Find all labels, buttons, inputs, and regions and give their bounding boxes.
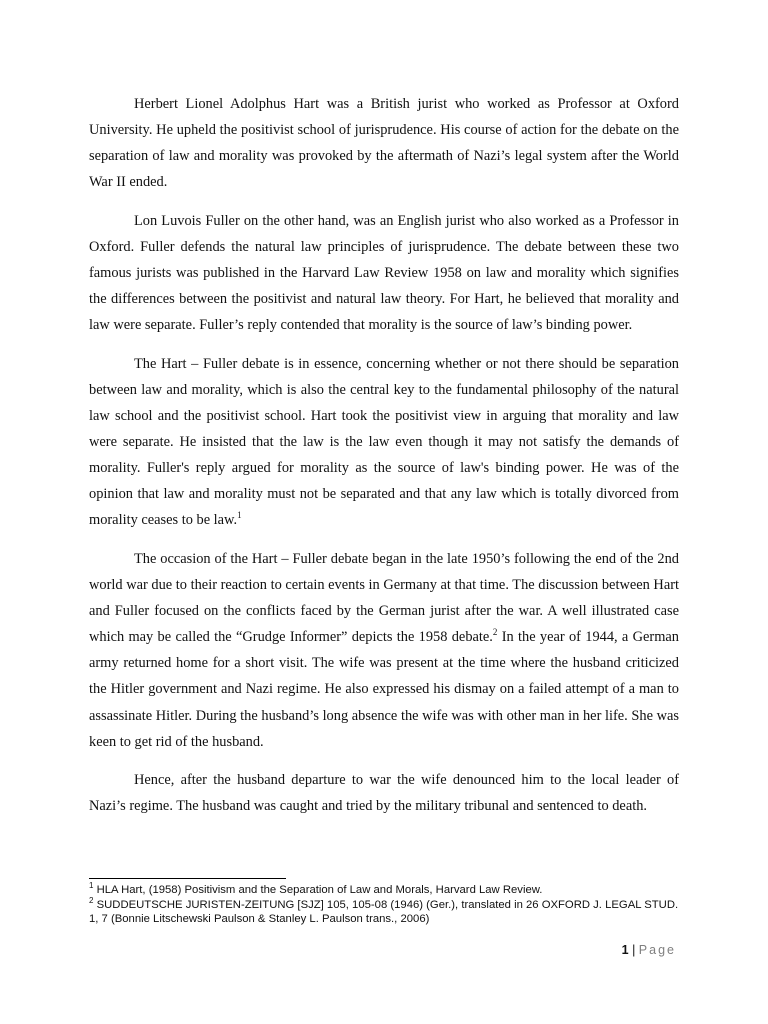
page-number — [622, 943, 676, 957]
paragraph-text: Lon Luvois Fuller on the other hand, was an English jurist who also worked as a Professor in Oxford. Fuller defends the natural law principles of jurisprudence. The debate between these two famous jurists was published in the Harvard Law Review 1958 on law and morality which signifies the differences between the positivist and natural law theory. For Hart, he believed that morality and law were separate. Fuller’s reply contended that morality is the source of law’s binding power. — [89, 212, 679, 334]
paragraph-text: Herbert Lionel Adolphus Hart was a British jurist who worked as Professor at Oxford University. He upheld the positivist school of jurisprudence. His course of action for the debate on the separation of law and morality was provoked by the aftermath of Nazi’s legal system after the World War II ended. — [89, 96, 679, 191]
paragraph-debate-essence — [89, 351, 679, 534]
footnote-text: HLA Hart, (1958) Positivism and the Separation of Law and Morals, Harvard Law Review. — [93, 884, 543, 896]
page-number-separator: | — [628, 943, 639, 957]
paragraph-text: The occasion of the Hart – Fuller debate began in the late 1950’s following the end of the 2nd world war due to their reaction to certain events in Germany at that time. The discussion between Hart and Fuller focused on the conflicts faced by the German jurist after the war. A well illustrated case which may be called the “Grudge Informer” depicts the 1958 debate. — [89, 551, 679, 646]
footnote-text: SUDDEUTSCHE JURISTEN-ZEITUNG [SJZ] 105, 105-08 (1946) (Ger.), translated in 26 OXFORD J. LEGAL STUD. 1, 7 (Bonnie Litschewski Paulson & Stanley L. Paulson trans., 2006) — [89, 898, 679, 925]
body-text — [89, 91, 679, 832]
footnote-reference[interactable]: 1 — [237, 510, 242, 521]
footnote-reference[interactable]: 2 — [492, 627, 498, 638]
page-number-value: 1 — [621, 943, 629, 957]
page-number-label: Page — [638, 943, 676, 957]
paragraph-denouncement — [89, 767, 679, 819]
footnotes — [89, 883, 679, 927]
footnote-separator — [89, 878, 286, 879]
paragraph-fuller-intro — [89, 208, 679, 338]
footnote-number: 2 — [89, 895, 94, 905]
footnote-2 — [89, 895, 679, 927]
footnote-number: 1 — [89, 881, 94, 891]
paragraph-debate-occasion — [89, 546, 679, 755]
paragraph-hart-intro — [89, 91, 679, 195]
paragraph-text: Hence, after the husband departure to war the wife denounced him to the local leader of Nazi’s regime. The husband was caught and tried by the military tribunal and sentenced to death. — [89, 772, 679, 815]
footnote-1 — [89, 883, 679, 898]
paragraph-text: In the year of 1944, a German army returned home for a short visit. The wife was present at the time where the husband criticized the Hitler government and Nazi regime. He also expressed his dismay on a failed attempt of a man to assassinate Hitler. During the husband’s long absence the wife was with other man in her life. She was keen to get rid of the husband. — [89, 629, 679, 750]
paragraph-text: The Hart – Fuller debate is in essence, concerning whether or not there should be separation between law and morality, which is also the central key to the fundamental philosophy of the natural law school and the positivist school. Hart took the positivist view in arguing that morality and law were separate. He insisted that the law is the law even though it may not satisfy the demands of morality. Fuller's reply argued for morality as the source of law's binding power. He was of the opinion that law and morality must not be separated and that any law which is totally divorced from morality ceases to be law. — [89, 355, 679, 529]
